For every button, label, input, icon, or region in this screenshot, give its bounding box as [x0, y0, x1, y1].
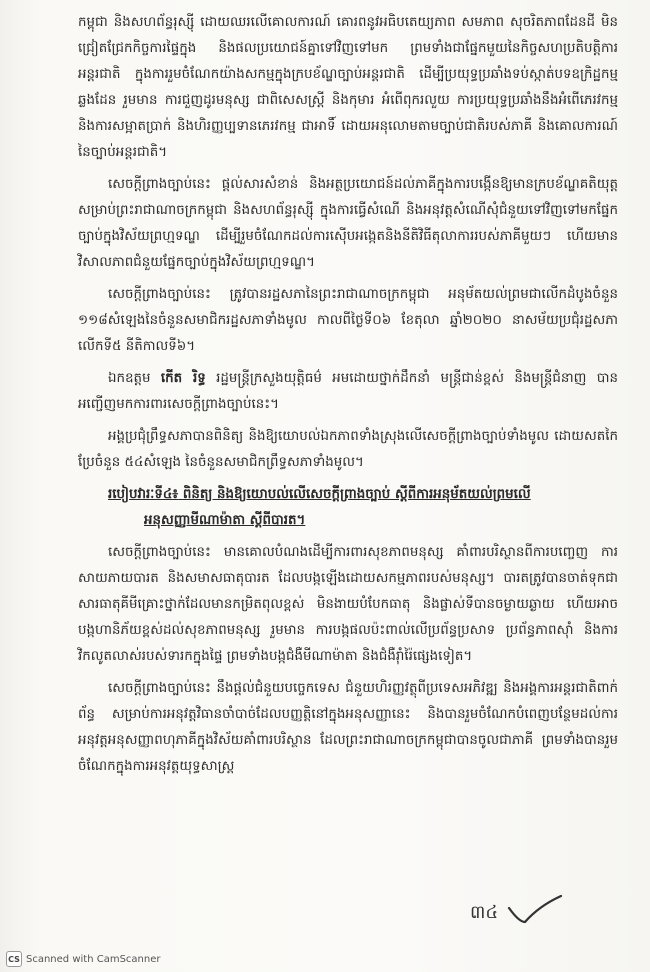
scanner-watermark: [6, 950, 161, 968]
camscanner-logo-icon: CS: [6, 951, 22, 967]
page-number: ៣៤: [470, 902, 499, 923]
agenda-title: ពិនិត្យ និងឱ្យយោបល់លើសេចក្តីព្រាងច្បាប់ ស្តីពីការអនុម័តយល់ព្រមលើ: [178, 487, 531, 502]
document-body: [78, 10, 618, 786]
paragraph-4: [78, 366, 618, 418]
honorific: ឯកឧត្តម: [108, 371, 161, 386]
agenda-title-line-1: [78, 482, 618, 508]
handwritten-check-icon: [505, 892, 565, 928]
paragraph-5: អង្គប្រជុំព្រឹទ្ធសភាបានពិនិត្យ និងឱ្យយោបល់ឯកភាពទាំងស្រុងលើសេចក្តីព្រាងច្បាប់ទាំងមូល ដោយសតកៃប្រែចំនួន ៥៤សំឡេង នៃចំនួនសមាជិកព្រឹទ្ធសភាទាំងមូល។: [78, 429, 618, 470]
agenda-section-heading: [78, 482, 618, 534]
paragraph-6: សេចក្តីព្រាងច្បាប់នេះ មានគោលបំណងដើម្បីការពារសុខភាពមនុស្ស គាំពារបរិស្ថានពីការបញ្ចេញ ការសាយភាយបារត និងសមាសធាតុបារត ដែលបង្កឡើងដោយសកម្មភាពរបស់មនុស្ស។ បារតត្រូវបានចាត់ទុកជាសារធាតុគីមីគ្រោះថ្នាក់ដែលមានកម្រិតពុលខ្ពស់ មិនងាយបំបែកធាតុ និងផ្លាស់ទីបានចម្ងាយឆ្ងាយ ហើយអាចបង្កហានិភ័យខ្ពស់ដល់សុខភាពមនុស្ស រួមមាន ការបង្កផលប៉ះពាល់លើប្រព័ន្ធប្រសាទ ប្រព័ន្ធភាពស៊ាំ និងការវិកលូតលាស់របស់ទារកក្នុងផ្ទៃ ព្រមទាំងបង្កជំងឺមីណាម៉ាតា និងជំងឺរ៉ាំរ៉ៃផ្សេងទៀត។: [78, 545, 618, 664]
paragraph-2: សេចក្តីព្រាងច្បាប់នេះ ផ្តល់សារសំខាន់ និងអត្ថប្រយោជន៍ដល់ភាគីក្នុងការបង្កើនឱ្យមានក្របខ័ណ្ឌគតិយុត្តសម្រាប់ព្រះរាជាណាចក្រកម្ពុជា និងសហព័ន្ធរុស្ស៊ី ក្នុងការធ្វើសំណើ និងអនុវត្តសំណើសុំជំនួយទៅវិញទៅមកផ្នែកច្បាប់ក្នុងវិស័យព្រហ្មទណ្ឌ ដើម្បីរួមចំណែកដល់ការស៊ើបអង្កេតនិងនីតិវិធីតុលាការរបស់ភាគីមួយៗ ហើយមានវិសាលភាពជំនួយផ្នែកច្បាប់ក្នុងវិស័យព្រហ្មទណ្ឌ។: [78, 177, 618, 270]
paragraph-4-rest: រដ្ឋមន្ត្រីក្រសួងយុត្តិធម៌ អមដោយថ្នាក់ដឹកនាំ មន្ត្រីជាន់ខ្ពស់ និងមន្ត្រីជំនាញ បានអញ្ជើញមកការពារសេចក្តីព្រាងច្បាប់នេះ។: [78, 371, 619, 412]
agenda-title-line-2: អនុសញ្ញាមីណាម៉ាតា ស្តីពីបារត។: [144, 513, 306, 528]
paragraph-3: សេចក្តីព្រាងច្បាប់នេះ ត្រូវបានរដ្ឋសភានៃព្រះរាជាណាចក្រកម្ពុជា អនុម័តយល់ព្រមជាលើកដំបូងចំនួន ១១៨សំឡេងនៃចំនួនសមាជិករដ្ឋសភាទាំងមូល កាលពីថ្ងៃទី០៦ ខែតុលា ឆ្នាំ២០២០ នាសម័យប្រជុំរដ្ឋសភាលើកទី៥ នីតិកាលទី៦។: [78, 287, 618, 354]
scanner-text: Scanned with CamScanner: [26, 953, 161, 965]
minister-name: កើត រិទ្ធ: [160, 371, 206, 386]
paragraph-1: កម្ពុជា និងសហព័ន្ធរុស្ស៊ី ដោយឈរលើគោលការណ៍ គោរពនូវអធិបតេយ្យភាព សមភាព សុចរិតភាពដែនដី មិនជ្រៀតជ្រែកកិច្ចការផ្ទៃក្នុង និងផលប្រយោជន៍គ្នាទៅវិញទៅមក ព្រមទាំងជាផ្នែកមួយនៃកិច្ចសហប្រតិបត្តិការអន្តរជាតិ ក្នុងការរួមចំណែកយ៉ាងសកម្មក្នុងក្របខ័ណ្ឌច្បាប់អន្តរជាតិ ដើម្បីប្រយុទ្ធប្រឆាំងទប់ស្កាត់បទឧក្រិដ្ឋកម្មឆ្លងដែន រួមមាន ការជួញដូរមនុស្ស ជាពិសេសស្ត្រី និងកុមារ អំពើពុករលួយ ការប្រយុទ្ធប្រឆាំងនឹងអំពើភេរវកម្ម និងការសម្អាតប្រាក់ និងហិរញ្ញប្បទានភេរវកម្ម ជាអាទិ៍ ដោយអនុលោមតាមច្បាប់ជាតិរបស់ភាគី និងគោលការណ៍នៃច្បាប់អន្តរជាតិ។: [78, 15, 618, 160]
agenda-label: របៀបវារៈទី៤៖: [108, 487, 179, 502]
paragraph-7: សេចក្តីព្រាងច្បាប់នេះ នឹងផ្តល់ជំនួយបច្ចេកទេស ជំនួយហិរញ្ញវត្ថុពីប្រទេសអភិវឌ្ឍ និងអង្គការអន្តរជាតិពាក់ព័ន្ធ សម្រាប់ការអនុវត្តវិធានចាំបាច់ដែលបញ្ញត្តិនៅក្នុងអនុសញ្ញានេះ និងបានរួមចំណែកបំពេញបន្ថែមដល់ការអនុវត្តអនុសញ្ញាពហុភាគីក្នុងវិស័យគាំពារបរិស្ថាន ដែលព្រះរាជាណាចក្រកម្ពុជាបានចូលជាភាគី ព្រមទាំងបានរួមចំណែកក្នុងការអនុវត្តយុទ្ធសាស្ត្រ: [78, 681, 618, 774]
